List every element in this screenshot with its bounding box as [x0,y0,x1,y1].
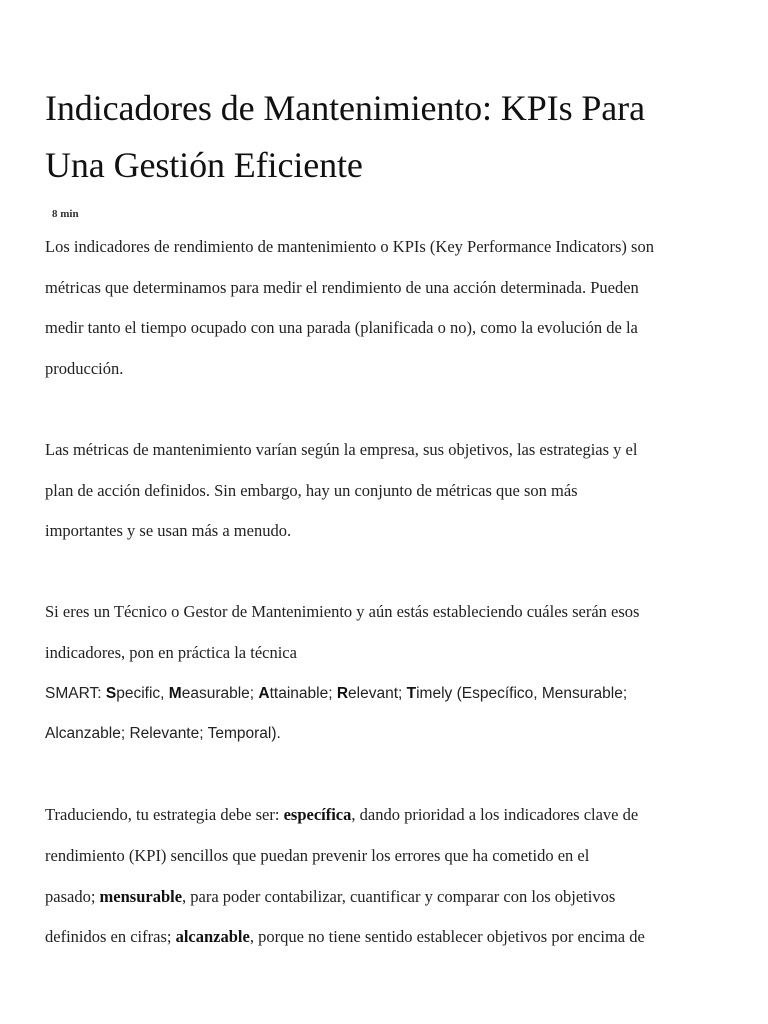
paragraph-metrics [45,430,722,552]
read-time: 8 min [52,208,79,220]
title-line-2: Una Gestión Eficiente [45,145,363,185]
text-run: Traduciendo, tu estrategia debe ser: [45,805,284,825]
bold-term-alcanzable: alcanzable [175,927,250,947]
smart-word-r: elevant; [348,684,407,702]
smart-letter-t: T [406,684,417,702]
text-run: , para poder contabilizar, cuantificar y comparar con los objetivos [182,886,616,906]
article-body [45,227,722,958]
paragraph-line: medir tanto el tiempo ocupado con una parada (planificada o no), como la evolución de la [45,318,638,338]
text-run: pasado; [45,886,100,906]
paragraph-line: Alcanzable; Relevante; Temporal). [45,725,281,743]
paragraph-line: métricas que determinamos para medir el rendimiento de una acción determinada. Pueden [45,277,639,297]
smart-letter-a: A [258,684,270,702]
paragraph-line: plan de acción definidos. Sin embargo, hay un conjunto de métricas que son más [45,480,578,500]
text-run: definidos en cifras; [45,927,176,947]
smart-letter-s: S [105,684,117,702]
paragraph-line: rendimiento (KPI) sencillos que puedan prevenir los errores que ha cometido en el [45,845,590,865]
paragraph-line [45,877,722,918]
title-line-1: Indicadores de Mantenimiento: KPIs Para [45,88,645,128]
paragraph-line: Las métricas de mantenimiento varían según la empresa, sus objetivos, las estrategias y el [45,439,638,459]
smart-word-s: pecific, [116,684,169,702]
text-run: , porque no tiene sentido establecer objetivos por encima de [249,927,645,947]
smart-prefix: SMART: [45,684,106,702]
paragraph-line: Los indicadores de rendimiento de mantenimiento o KPIs (Key Performance Indicators) son [45,237,654,256]
smart-word-m: easurable; [181,684,259,702]
paragraph-line: indicadores, pon en práctica la técnica [45,642,297,662]
paragraph-intro [45,227,722,389]
smart-letter-m: M [168,684,182,702]
smart-word-t: imely (Específico, Mensurable; [416,684,628,702]
paragraph-smart [45,592,722,754]
article-title [45,0,722,194]
smart-definition-line [45,674,722,715]
paragraph-line: Si eres un Técnico o Gestor de Mantenimiento y aún estás estableciendo cuáles serán esos [45,602,640,622]
smart-word-a: ttainable; [269,684,337,702]
paragraph-line [45,795,722,836]
bold-term-mensurable: mensurable [99,886,183,906]
paragraph-line [45,917,722,958]
paragraph-line: producción. [45,358,124,378]
smart-letter-r: R [336,684,349,702]
bold-term-especifica: específica [283,805,352,825]
text-run: , dando prioridad a los indicadores clave de [351,805,639,825]
paragraph-strategy [45,795,722,957]
paragraph-line: importantes y se usan más a menudo. [45,521,292,541]
